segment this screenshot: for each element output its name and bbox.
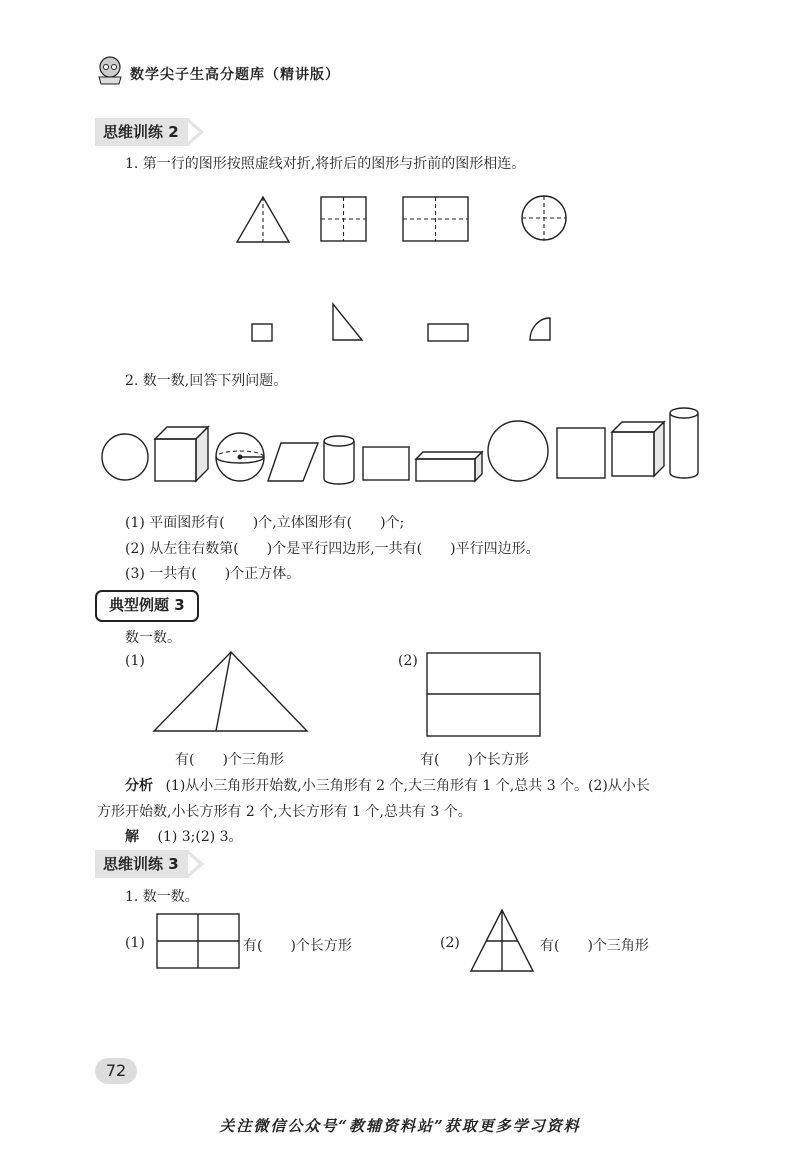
- section2-label-1: (1): [125, 935, 145, 951]
- example-answer-prompt-2: 有( )个长方形: [420, 752, 529, 768]
- shape-circle-1: [100, 432, 152, 484]
- fold-rectangle-shape: [402, 196, 472, 246]
- example-prompt: 数一数。: [125, 630, 181, 646]
- shape-cube-2: [610, 420, 668, 482]
- example-answer-prompt-1: 有( )个三角形: [175, 752, 284, 768]
- grid-rectangle-figure: [156, 913, 246, 973]
- folded-rectangle: [427, 323, 472, 345]
- shape-sphere: [215, 432, 270, 487]
- solution-text: (1) 3;(2) 3。: [157, 829, 243, 845]
- cartoon-mascot-icon: [95, 55, 125, 85]
- example-label-1: (1): [125, 653, 145, 669]
- tag-arrow-inner-2: [188, 854, 199, 874]
- question-2-sub-1: (1) 平面图形有( )个,立体图形有( )个;: [125, 515, 405, 531]
- section2-question-1: 1. 数一数。: [125, 889, 199, 905]
- shape-square: [556, 427, 608, 483]
- question-2-text: 2. 数一数,回答下列问题。: [125, 373, 288, 389]
- folded-right-triangle: [331, 302, 366, 344]
- shape-cylinder-small: [322, 435, 362, 487]
- shape-parallelogram: [266, 441, 321, 486]
- question-1-text: 1. 第一行的图形按照虚线对折,将折后的图形与折前的图形相连。: [125, 156, 526, 172]
- example-tag: 典型例题 3: [95, 590, 199, 622]
- section-tag-thinking-3: 思维训练 3: [95, 850, 189, 878]
- shape-cylinder-tall: [668, 407, 704, 482]
- folded-small-square: [251, 323, 276, 343]
- fold-circle-shape: [520, 194, 572, 246]
- tag-arrow-inner: [188, 122, 199, 142]
- footer-note: 关注微信公众号“教辅资料站”获取更多学习资料: [219, 1117, 581, 1135]
- example-triangle-figure: [152, 650, 312, 735]
- section-tag-thinking-2: 思维训练 2: [95, 118, 189, 146]
- shape-cuboid: [414, 450, 486, 486]
- example-label-2: (2): [398, 653, 418, 669]
- book-title: 数学尖子生高分题库（精讲版）: [130, 67, 340, 83]
- question-2-sub-3: (3) 一共有( )个正方体。: [125, 566, 301, 582]
- solution-label: 解: [125, 829, 139, 845]
- folded-quarter-circle: [528, 316, 556, 344]
- section2-prompt-1: 有( )个长方形: [243, 938, 352, 954]
- shape-circle-2: [487, 420, 553, 486]
- section2-label-2: (2): [440, 935, 460, 951]
- fold-square-shape: [320, 196, 370, 246]
- analysis-label: 分析: [125, 778, 153, 794]
- split-triangle-figure: [469, 908, 539, 974]
- shape-rectangle-1: [362, 446, 414, 486]
- question-2-sub-2: (2) 从左往右数第( )个是平行四边形,一共有( )平行四边形。: [125, 541, 540, 557]
- fold-triangle-shape: [235, 195, 295, 245]
- example-rectangle-figure: [426, 652, 546, 742]
- analysis-line-1: (1)从小三角形开始数,小三角形有 2 个,大三角形有 1 个,总共 3 个。(2)从小长: [165, 778, 650, 794]
- analysis-line-2: 方形开始数,小长方形有 2 个,大长方形有 1 个,总共有 3 个。: [97, 804, 472, 820]
- shape-cube-1: [153, 425, 213, 485]
- section2-prompt-2: 有( )个三角形: [540, 938, 649, 954]
- page-number: 72: [95, 1058, 137, 1084]
